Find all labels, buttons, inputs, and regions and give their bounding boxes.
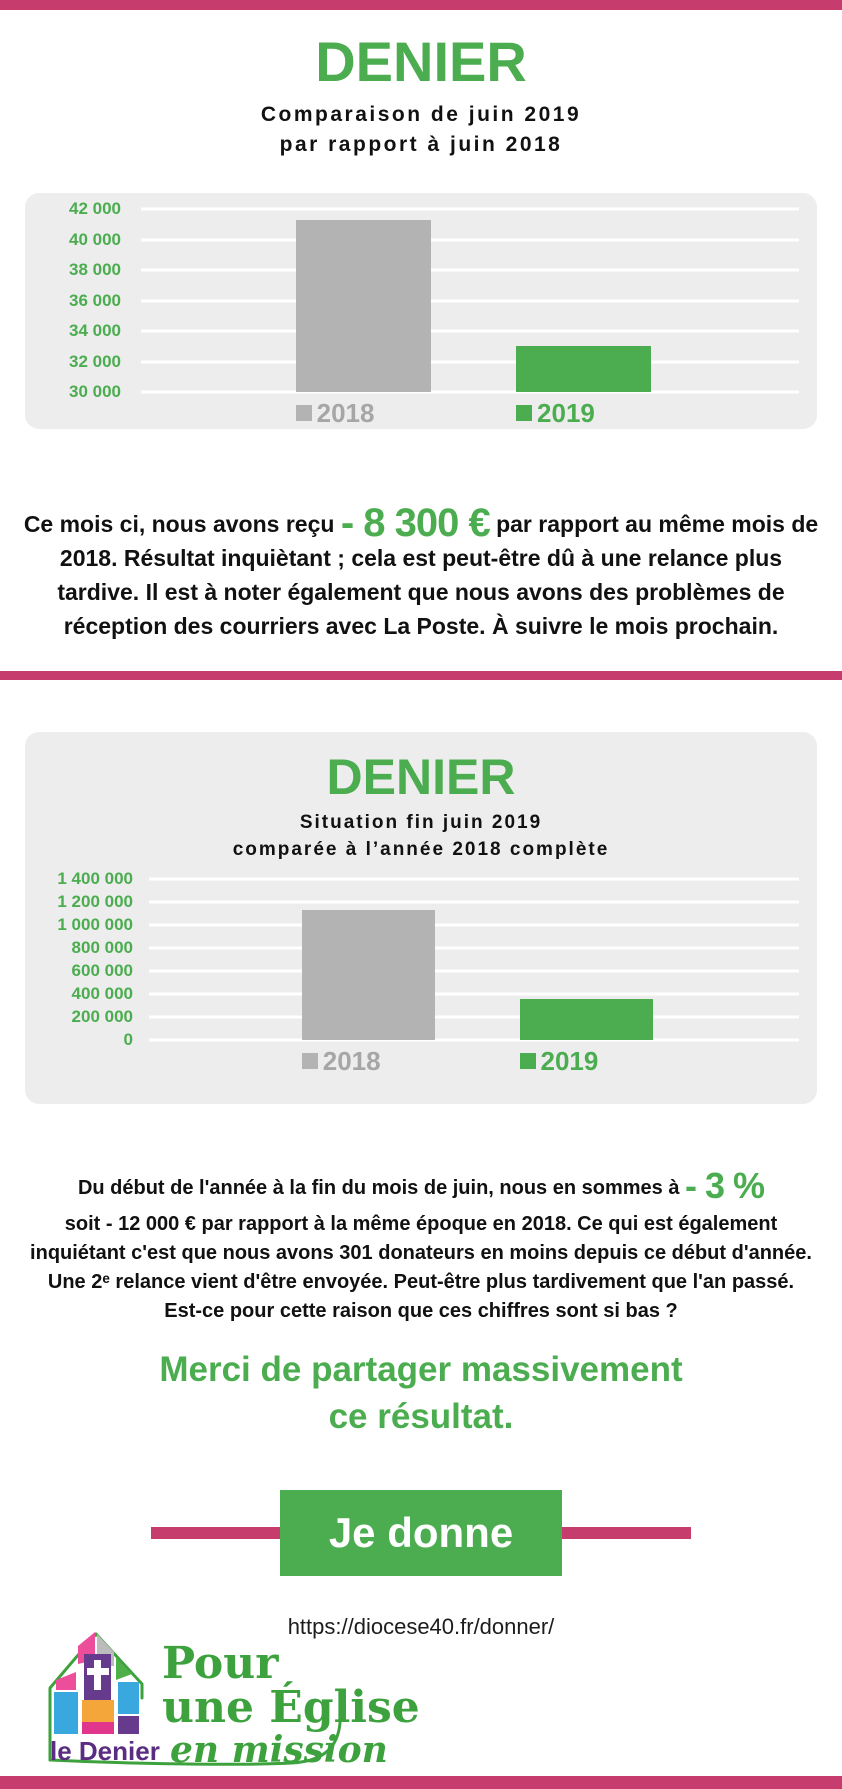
chart-legend [141, 400, 799, 430]
gridline [149, 878, 799, 881]
y-axis-label: 200 000 [71, 1007, 133, 1026]
paragraph-ytd-question: Est-ce pour cette raison que ces chiffres sont si bas ? [164, 1300, 678, 1322]
legend-label: 2019 [537, 398, 595, 428]
paragraph-monthly-suffix: par rapport au même mois de 2018. Résultat inquiètant ; cela est peut-être dû à une relance plus tardive. Il est à noter également que nous avons des problèmes de réception des courriers avec La Poste. À suivre le mois prochain. [57, 511, 819, 639]
y-axis [37, 869, 133, 1049]
subtitle-line-2: par rapport à juin 2018 [279, 133, 563, 156]
legend-item-2018 [296, 400, 375, 426]
logo-le-denier-label: le Denier [50, 1736, 160, 1766]
page-title: DENIER [315, 30, 527, 93]
y-axis-label: 1 200 000 [57, 892, 133, 911]
gridline [149, 924, 799, 927]
gridline [141, 238, 799, 241]
top-accent-bar [0, 0, 842, 10]
y-axis-label: 34 000 [69, 321, 121, 340]
paragraph-ytd [15, 1166, 827, 1326]
gridline [141, 269, 799, 272]
y-axis [37, 199, 121, 401]
legend-swatch [302, 1053, 318, 1069]
y-axis-label: 600 000 [71, 961, 133, 980]
legend-label: 2019 [540, 1046, 599, 1076]
card2-subtitle-line-1: Situation fin juin 2019 [299, 812, 543, 833]
paragraph-ytd-line1 [15, 1166, 827, 1210]
paragraph-monthly-prefix: Ce mois ci, nous avons reçu [23, 511, 341, 537]
share-message-line-2: ce résultat. [328, 1397, 514, 1436]
y-axis-label: 36 000 [69, 290, 121, 310]
paragraph-ytd-body: soit - 12 000 € par rapport à la même époque en 2018. Ce qui est également inquiétant c'est que nous avons 301 donateurs en moins depuis ce début d'année. Une 2ᵉ relance vient d'être envoyée. Peut-être plus tardivement que l'an passé. [30, 1213, 812, 1293]
subtitle-line-1: Comparaison de juin 2019 [260, 103, 582, 126]
paragraph-ytd-prefix: Du début de l'année à la fin du mois de juin, nous en sommes à [77, 1177, 686, 1199]
logo-text-pour: Pour [162, 1638, 279, 1689]
bottom-accent-bar [0, 1776, 842, 1789]
chart-legend [149, 1048, 799, 1078]
y-axis-label: 40 000 [69, 229, 121, 249]
plot-area [149, 879, 799, 1040]
share-message [0, 1346, 842, 1440]
y-axis-label: 42 000 [69, 199, 121, 218]
y-axis-label: 400 000 [71, 984, 133, 1003]
gridline [149, 1016, 799, 1019]
bar-2018 [296, 220, 431, 392]
legend-swatch [296, 405, 312, 421]
legend-swatch [516, 405, 532, 421]
y-axis-label: 800 000 [71, 938, 133, 957]
highlight-monthly-amount: - 8 300 € [340, 501, 490, 545]
paragraph-monthly [21, 501, 821, 643]
plot-wrap [141, 209, 799, 430]
page-header [0, 30, 842, 160]
legend-swatch [520, 1053, 536, 1069]
y-axis-label: 32 000 [69, 351, 121, 371]
logo-text-en-mission: en mission [170, 1729, 388, 1771]
y-axis-label: 1 400 000 [57, 869, 133, 888]
y-axis-label: 0 [123, 1030, 133, 1049]
bar-2019 [520, 999, 653, 1040]
gridline [149, 1039, 799, 1042]
donate-area [0, 1490, 842, 1576]
card2-title: DENIER [326, 749, 516, 805]
legend-item-2019 [516, 400, 595, 426]
logo-text-une-eglise: une Église [162, 1682, 420, 1733]
bar-chart-ytd [25, 869, 817, 1078]
gridline [149, 947, 799, 950]
bar-chart-monthly [25, 199, 817, 430]
gridline [149, 993, 799, 996]
page-subtitle [0, 100, 842, 160]
highlight-ytd-percent: - 3 % [685, 1165, 765, 1206]
gridline [141, 360, 799, 363]
y-axis-label: 1 000 000 [57, 915, 133, 934]
donate-button[interactable]: Je donne [280, 1490, 562, 1576]
section-divider [0, 671, 842, 680]
gridline [141, 299, 799, 302]
gridline [141, 330, 799, 333]
legend-item-2018 [302, 1048, 381, 1074]
gridline [149, 970, 799, 973]
legend-label: 2018 [322, 1046, 381, 1076]
card2-subtitle-line-2: comparée à l’année 2018 complète [232, 839, 610, 860]
diocese-logo [34, 1628, 514, 1778]
chart-card-monthly [25, 193, 817, 429]
bar-2019 [516, 346, 651, 392]
plot-wrap [149, 879, 799, 1078]
y-axis-label: 30 000 [69, 382, 121, 401]
share-message-line-1: Merci de partager massivement [159, 1350, 683, 1389]
legend-item-2019 [520, 1048, 599, 1074]
donate-url[interactable]: https://diocese40.fr/donner/ [287, 1614, 555, 1639]
card2-subtitle [25, 809, 817, 863]
gridline [149, 901, 799, 904]
y-axis-label: 38 000 [69, 260, 121, 279]
plot-area [141, 209, 799, 392]
bar-2018 [302, 910, 435, 1040]
gridline [141, 391, 799, 394]
gridline [141, 208, 799, 211]
legend-label: 2018 [316, 398, 375, 428]
chart-card-ytd [25, 732, 817, 1104]
